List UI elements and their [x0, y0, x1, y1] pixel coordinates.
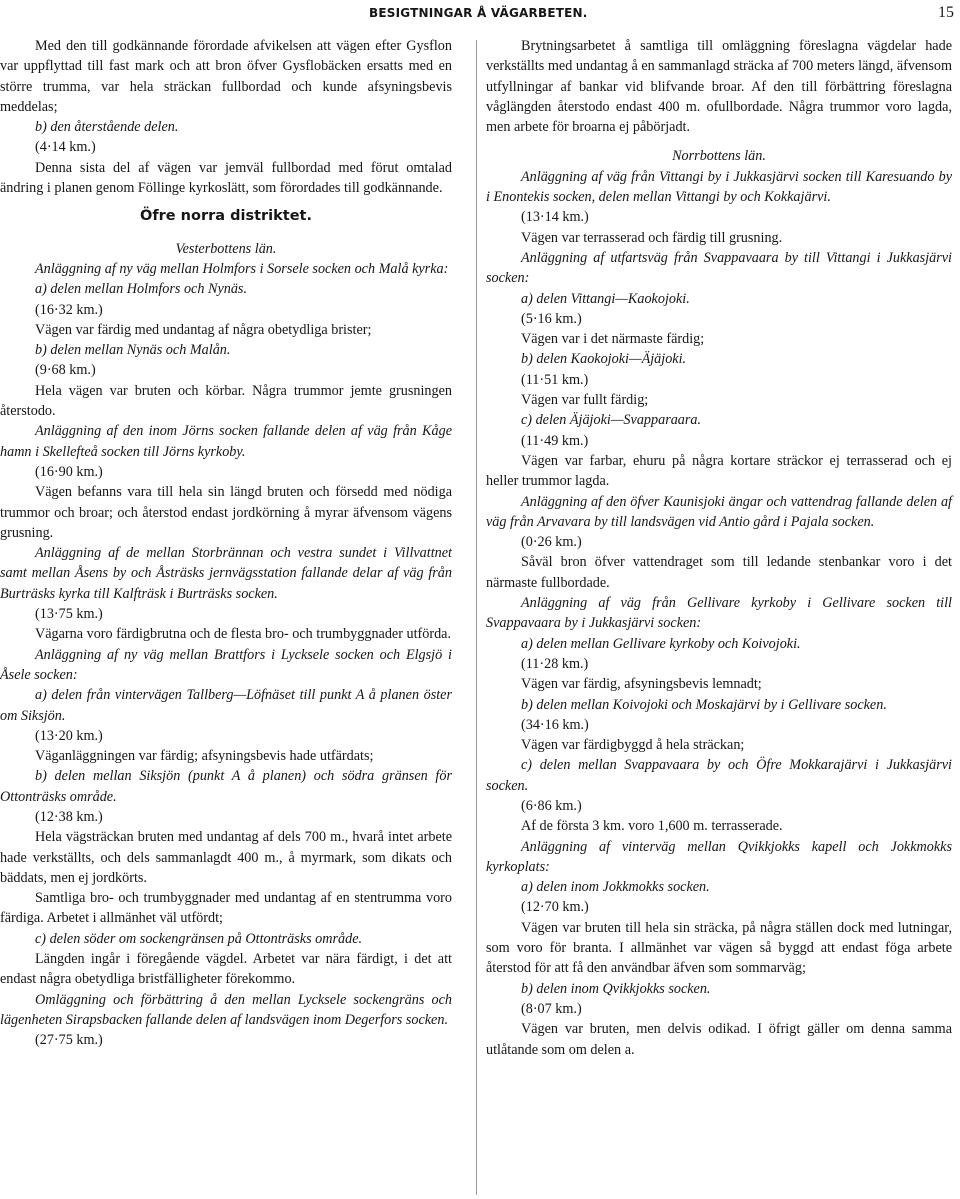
- length-note: (16·90 km.): [35, 463, 103, 480]
- length-note: (13·14 km.): [521, 209, 589, 226]
- length-note: (12·38 km.): [35, 808, 103, 825]
- length-note: (27·75 km.): [35, 1032, 103, 1049]
- length-note: (13·75 km.): [35, 606, 103, 623]
- page-number: 15: [938, 4, 954, 21]
- project-title: Anläggning af de mellan Storbrännan och vestra sundet i Villvattnet samt mellan Åsens by och Åsträsks jernvägsstation fallande delar af väg från Burträsks kyrka till Kalfträsk i Burträsks socken.: [0, 545, 452, 602]
- project-title: Anläggning af ny väg mellan Holmfors i Sorsele socken och Malå kyrka:: [35, 260, 449, 277]
- subsection-label: a) delen inom Jokkmokks socken.: [521, 879, 710, 896]
- length-note: (11·28 km.): [521, 655, 589, 672]
- paragraph: Af de första 3 km. voro 1,600 m. terrasserade.: [521, 818, 783, 835]
- paragraph: Vägen var färdig med undantag af några obetydliga brister;: [35, 321, 372, 338]
- paragraph: Vägen var färdigbyggd å hela sträckan;: [521, 737, 745, 754]
- paragraph: Längden ingår i föregående vägdel. Arbetet var nära färdigt, i det att endast några obetydliga bristfälligheter förekommo.: [0, 951, 452, 988]
- running-title: BESIGTNINGAR Å VÄGARBETEN.: [369, 6, 588, 20]
- length-note: (5·16 km.): [521, 310, 582, 327]
- paragraph: Med den till godkännande förordade afvikelsen att vägen efter Gysflon var uppflyttad till fast mark och att bron öfver Gysflobäcken ersatts med en större trumma, var hela sträckan fullbordad och kunde afsyningsbevis meddelas;: [0, 38, 452, 115]
- subsection-label: b) delen mellan Nynäs och Malån.: [35, 342, 231, 359]
- subsection-label: b) den återstående delen.: [35, 119, 179, 136]
- paragraph: Hela vägen var bruten och körbar. Några trummor jemte grusningen återstodo.: [0, 382, 452, 420]
- subsection-label: c) delen Äjäjoki—Svapparaara.: [521, 412, 702, 429]
- paragraph: Samtliga bro- och trumbyggnader med undantag af en stentrumma voro färdiga. Arbetet i allmänhet väl utfördt;: [0, 890, 452, 927]
- project-title: Anläggning af den inom Jörns socken fallande delen af väg från Kåge hamn i Skellefteå socken till Jörns kyrkoby.: [0, 423, 452, 460]
- county-heading: Vesterbottens län.: [175, 240, 277, 257]
- left-column: [0, 36, 452, 1051]
- length-note: (11·51 km.): [521, 371, 589, 388]
- column-divider: [476, 40, 477, 1195]
- subsection-label: b) delen Kaokojoki—Äjäjoki.: [521, 351, 687, 368]
- paragraph: Vägen var farbar, ehuru på några kortare sträckor ej terrasserad och ej heller trummor lagda.: [486, 452, 952, 490]
- paragraph: Vägen var fullt färdig;: [521, 392, 649, 409]
- district-heading: Öfre norra distriktet.: [140, 208, 312, 225]
- paragraph: Vägen var terrasserad och färdig till grusning.: [521, 229, 783, 246]
- length-note: (8·07 km.): [521, 1000, 582, 1017]
- subsection-label: a) delen mellan Holmfors och Nynäs.: [35, 281, 247, 298]
- project-title: Anläggning af väg från Gellivare kyrkoby i Gellivare socken till Svappavaara by i Jukkasjärvi socken:: [486, 595, 952, 632]
- paragraph: Vägen befanns vara till hela sin längd bruten och försedd med nödiga trummor och broar; och återstod endast jordkörning å myrar äfvensom vägens grusning.: [0, 484, 452, 541]
- subsection-label: b) delen inom Qvikkjokks socken.: [521, 980, 711, 997]
- paragraph: Vägen var bruten, men delvis odikad. I öfrigt gäller om denna samma utlåtande som om delen a.: [486, 1021, 952, 1058]
- county-heading: Norrbottens län.: [672, 148, 766, 165]
- subsection-label: b) delen mellan Siksjön (punkt A å planen) och södra gränsen för Ottonträsks område.: [0, 768, 452, 805]
- subsection-label: a) delen mellan Gellivare kyrkoby och Koivojoki.: [521, 635, 801, 652]
- length-note: (4·14 km.): [35, 139, 96, 156]
- right-column: [486, 36, 952, 1060]
- project-title: Anläggning af vinterväg mellan Qvikkjokks kapell och Jokkmokks kyrkoplats:: [486, 838, 952, 875]
- project-title: Anläggning af utfartsväg från Svappavaara by till Vittangi i Jukkasjärvi socken:: [486, 249, 952, 287]
- subsection-label: b) delen mellan Koivojoki och Moskajärvi by i Gellivare socken.: [521, 696, 887, 713]
- paragraph: Denna sista del af vägen var jemväl fullbordad med förut omtalad ändring i planen genom Föllinge kyrkoslätt, som förordades till godkännande.: [0, 159, 452, 197]
- length-note: (9·68 km.): [35, 362, 96, 379]
- length-note: (16·32 km.): [35, 301, 103, 318]
- paragraph: Vägen var bruten till hela sin sträcka, på några ställen dock med lutningar, som voro för branta. I allmänhet var vägen så byggd att endast föga arbete återstod för att få den användbar äfven som sommarväg;: [486, 919, 952, 977]
- paragraph: Brytningsarbetet å samtliga till omläggning föreslagna vägdelar hade verkställts med undantag å en sammanlagd sträcka af 700 meters längd, äfvensom utfyllningar af bankar vid blifvande broar. Af den till förbättring föreslagna våglängden återstodo endast 400 m. ofullbordade. Några trummor voro lagda, men arbete för broarna ej påbörjadt.: [486, 38, 952, 136]
- paragraph: Såväl bron öfver vattendraget som till ledande stenbankar voro i det närmaste fullbordade.: [486, 554, 952, 591]
- length-note: (34·16 km.): [521, 716, 589, 733]
- paragraph: Vägen var i det närmaste färdig;: [521, 331, 705, 348]
- length-note: (11·49 km.): [521, 432, 589, 449]
- length-note: (0·26 km.): [521, 534, 582, 551]
- paragraph: Hela vägsträckan bruten med undantag af dels 700 m., hvarå intet arbete hade verkställts, och dels sammanlagdt 400 m., å myrmark, som dikats och bäddats, men ej jordkörts.: [0, 829, 452, 886]
- paragraph: Vägen var färdig, afsyningsbevis lemnadt;: [521, 676, 762, 693]
- length-note: (12·70 km.): [521, 899, 589, 916]
- project-title: Anläggning af ny väg mellan Brattfors i Lycksele socken och Elgsjö i Åsele socken:: [0, 646, 452, 683]
- length-note: (13·20 km.): [35, 727, 103, 744]
- page-header: [0, 0, 960, 28]
- paragraph: Väganläggningen var färdig; afsyningsbevis hade utfärdats;: [35, 748, 374, 765]
- subsection-label: a) delen Vittangi—Kaokojoki.: [521, 290, 690, 307]
- project-title: Omläggning och förbättring å den mellan Lycksele sockengräns och lägenheten Sirapsbacken fallande delen af landsvägen inom Degerfors socken.: [0, 991, 452, 1028]
- subsection-label: a) delen från vintervägen Tallberg—Löfnäset till punkt A å planen öster om Siksjön.: [0, 687, 452, 724]
- project-title: Anläggning af väg från Vittangi by i Jukkasjärvi socken till Karesuando by i Enontekis socken, delen mellan Vittangi by och Kokkajärvi.: [486, 168, 952, 206]
- subsection-label: c) delen söder om sockengränsen på Ottonträsks område.: [35, 930, 363, 947]
- project-title: Anläggning af den öfver Kaunisjoki ängar och vattendrag fallande delen af väg från Arvavara by till landsvägen vid Antio gård i Pajala socken.: [486, 493, 952, 530]
- subsection-label: c) delen mellan Svappavaara by och Öfre Mokkarajärvi i Jukkasjärvi socken.: [486, 757, 952, 794]
- paragraph: Vägarna voro färdigbrutna och de flesta bro- och trumbyggnader utförda.: [35, 626, 452, 643]
- length-note: (6·86 km.): [521, 797, 582, 814]
